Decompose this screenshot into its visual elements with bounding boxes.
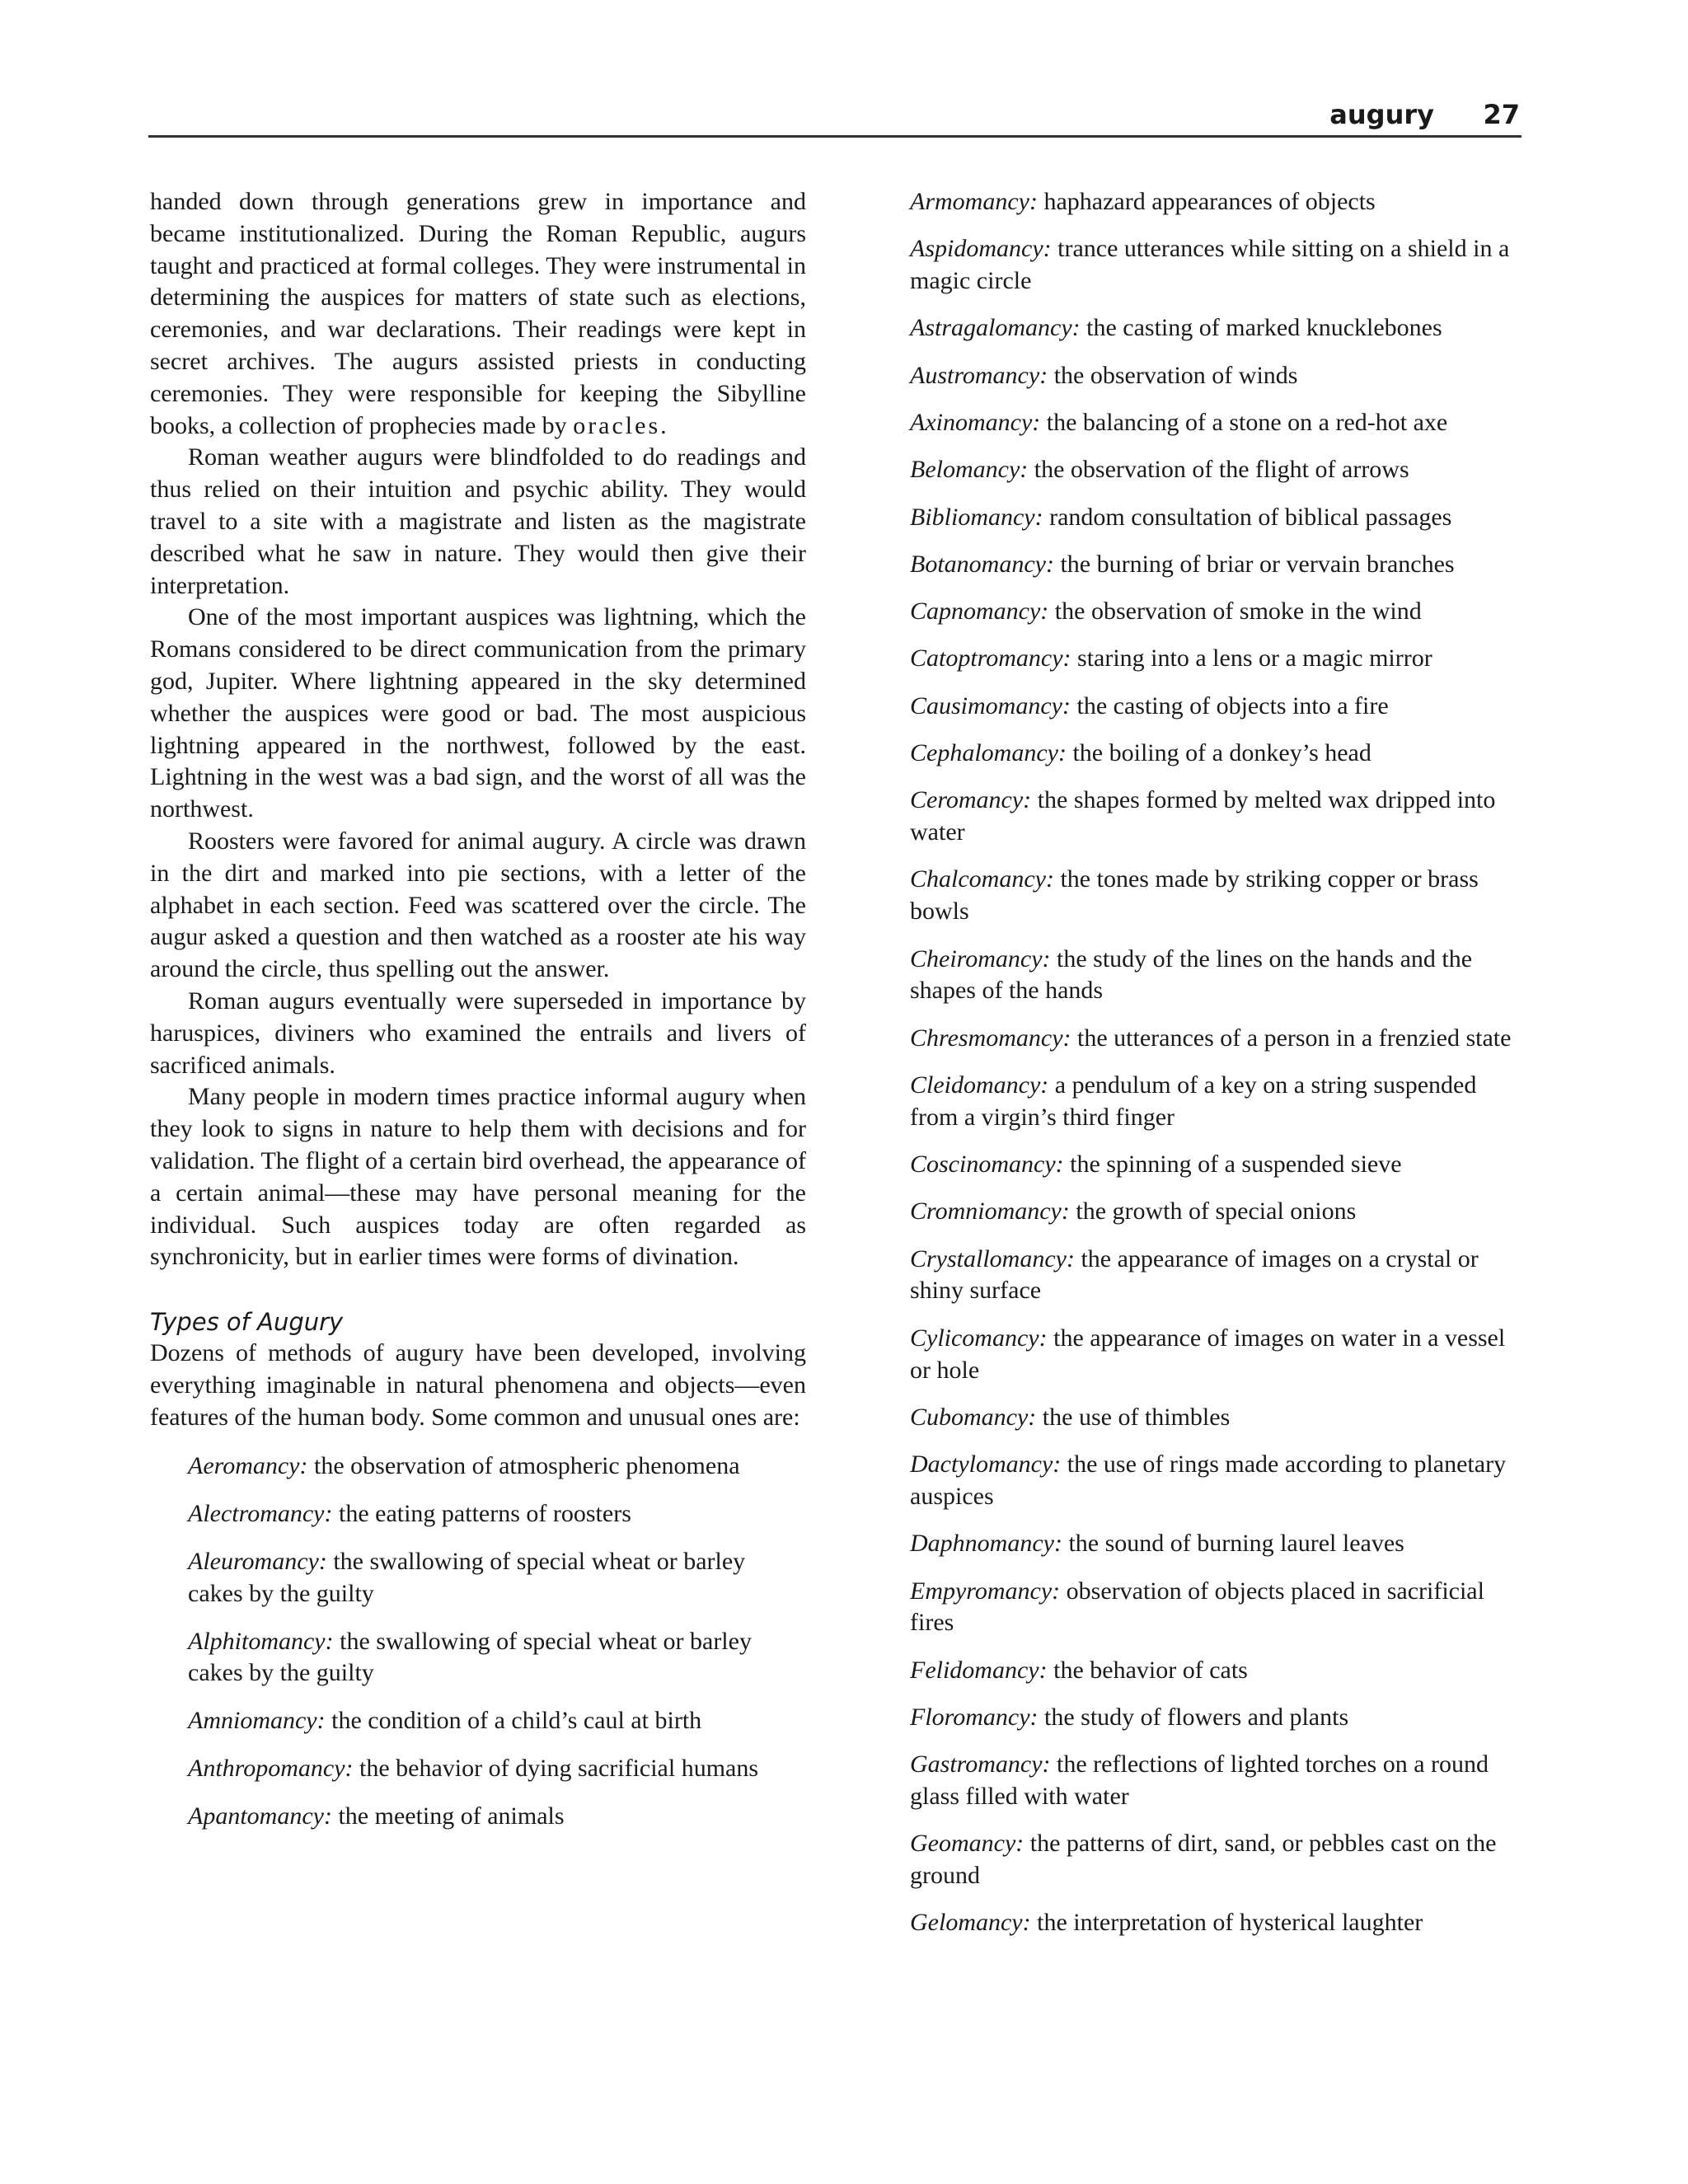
list-item	[188, 1626, 806, 1690]
list-item	[910, 360, 1520, 392]
list-item	[188, 1546, 806, 1610]
entry-term: Belomancy:	[910, 456, 1029, 484]
entry-term: Cephalomancy:	[910, 739, 1067, 767]
entry-definition: observation of objects placed in sacrificial fires	[910, 1577, 1484, 1637]
list-item	[910, 738, 1520, 770]
list-item	[910, 186, 1520, 218]
entry-term: Alectromancy:	[188, 1500, 333, 1528]
entry-term: Botanomancy:	[910, 550, 1054, 578]
list-item	[910, 1149, 1520, 1181]
entry-definition: the appearance of images on a crystal or shiny surface	[910, 1244, 1479, 1305]
entry-term: Cromniomancy:	[910, 1197, 1070, 1226]
list-item	[188, 1498, 806, 1530]
entry-term: Aeromancy:	[188, 1452, 308, 1480]
entry-definition: the observation of smoke in the wind	[1054, 598, 1422, 626]
entry-definition: the patterns of dirt, sand, or pebbles cast on the ground	[910, 1830, 1497, 1890]
entry-definition: the study of flowers and plants	[1044, 1703, 1349, 1731]
running-head: augury	[1329, 99, 1434, 130]
entry-term: Geomancy:	[910, 1830, 1025, 1858]
list-item	[910, 785, 1520, 849]
body-paragraph: One of the most important auspices was lightning, which the Romans considered to be direct communication from the primary god, Jupiter. Where lightning appeared in the sky determined whether the auspices were good or bad. The most auspicious lightning appeared in the northwest, followed by the east. Lightning in the west was a bad sign, and the worst of all was the northwest.	[150, 603, 806, 823]
entry-term: Aleuromancy:	[188, 1548, 327, 1576]
entry-definition: the casting of objects into a fire	[1076, 691, 1389, 719]
body-paragraph: Roman augurs eventually were superseded in importance by haruspices, diviners who examined the entrails and livers of sacrificed animals.	[150, 987, 806, 1079]
list-item	[910, 312, 1520, 344]
list-item	[910, 1828, 1520, 1892]
entry-term: Felidomancy:	[910, 1656, 1048, 1684]
list-item	[910, 1749, 1520, 1813]
list-item	[910, 454, 1520, 486]
page-header	[148, 97, 1522, 138]
list-item	[910, 643, 1520, 675]
entry-term: Causimomancy:	[910, 691, 1071, 719]
list-item	[910, 1244, 1520, 1308]
list-item	[910, 1528, 1520, 1560]
entry-term: Apantomancy:	[188, 1802, 332, 1830]
entry-term: Astragalomancy:	[910, 314, 1081, 342]
left-column	[150, 186, 806, 1849]
body-paragraph: Roman weather augurs were blindfolded to do readings and thus relied on their intuition and psychic ability. They would travel to a site with a magistrate and listen as the magistrate described what he saw in nature. They would then give their interpretation.	[150, 443, 806, 599]
entry-definition: the study of the lines on the hands and the shapes of the hands	[910, 944, 1473, 1005]
list-item	[910, 407, 1520, 439]
list-item	[910, 944, 1520, 1008]
body-paragraph: Roosters were favored for animal augury. A circle was drawn in the dirt and marked into pie sections, with a letter of the alphabet in each section. Feed was scattered over the circle. The augur asked a question and then watched as a rooster ate his way around the circle, thus spelling out the answer.	[150, 827, 806, 983]
entry-term: Austromancy:	[910, 361, 1048, 389]
entry-definition: the swallowing of special wheat or barley cakes by the guilty	[188, 1627, 752, 1687]
entry-definition: the sound of burning laurel leaves	[1068, 1530, 1404, 1558]
section-heading: Types of Augury	[150, 1308, 344, 1337]
list-item	[910, 1449, 1520, 1513]
entry-term: Daphnomancy:	[910, 1530, 1062, 1558]
entry-term: Coscinomancy:	[910, 1151, 1064, 1179]
entry-definition: the burning of briar or vervain branches	[1060, 550, 1455, 578]
list-item	[910, 233, 1520, 298]
entry-definition: the reflections of lighted torches on a round glass filled with water	[910, 1750, 1489, 1810]
entry-definition: the interpretation of hysterical laughter	[1037, 1909, 1423, 1937]
entry-term: Dactylomancy:	[910, 1451, 1062, 1479]
list-item	[910, 1907, 1520, 1939]
entry-definition: the casting of marked knucklebones	[1086, 314, 1442, 342]
entry-term: Cleidomancy:	[910, 1071, 1049, 1099]
entry-term: Bibliomancy:	[910, 503, 1043, 531]
entry-term: Gelomancy:	[910, 1909, 1031, 1937]
entry-definition: the spinning of a suspended sieve	[1070, 1151, 1402, 1179]
list-item	[188, 1705, 806, 1737]
entry-term: Cubomancy:	[910, 1403, 1037, 1431]
page-number: 27	[1483, 99, 1520, 130]
entry-definition: the swallowing of special wheat or barley cakes by the guilty	[188, 1548, 746, 1607]
entry-term: Anthropomancy:	[188, 1755, 354, 1783]
list-item	[910, 502, 1520, 534]
entry-definition: the meeting of animals	[338, 1802, 565, 1830]
list-item	[910, 691, 1520, 723]
entry-definition: haphazard appearances of objects	[1043, 188, 1376, 215]
list-item	[910, 1023, 1520, 1055]
augury-list-right	[910, 186, 1520, 1939]
entry-definition: the balancing of a stone on a red-hot axe	[1046, 408, 1448, 436]
entry-term: Catoptromancy:	[910, 644, 1071, 673]
entry-definition: random consultation of biblical passages	[1049, 503, 1452, 531]
entry-definition: the boiling of a donkey’s head	[1072, 739, 1372, 767]
entry-definition: the appearance of images on water in a vessel or hole	[910, 1324, 1506, 1384]
entry-definition: trance utterances while sitting on a shield in a magic circle	[910, 235, 1510, 295]
augury-list-left	[150, 1451, 806, 1832]
entry-term: Axinomancy:	[910, 408, 1041, 436]
section-intro: Dozens of methods of augury have been developed, involving everything imaginable in natural phenomena and objects—even features of the human body. Some common and unusual ones are:	[150, 1339, 806, 1431]
entry-definition: the utterances of a person in a frenzied state	[1077, 1024, 1512, 1052]
entry-term: Empyromancy:	[910, 1577, 1061, 1605]
entry-term: Aspidomancy:	[910, 235, 1052, 263]
entry-definition: the observation of winds	[1053, 361, 1298, 389]
entry-term: Floromancy:	[910, 1703, 1039, 1731]
entry-definition: the observation of atmospheric phenomena	[314, 1452, 740, 1480]
entry-definition: a pendulum of a key on a string suspended from a virgin’s third finger	[910, 1071, 1477, 1131]
list-item	[910, 1655, 1520, 1687]
list-item	[910, 1323, 1520, 1387]
entry-term: Capnomancy:	[910, 598, 1049, 626]
entry-term: Chresmomancy:	[910, 1024, 1071, 1052]
entry-term: Ceromancy:	[910, 786, 1032, 814]
entry-definition: the eating patterns of roosters	[338, 1500, 631, 1528]
body-paragraph: Many people in modern times practice informal augury when they look to signs in nature to help them with decisions and for validation. The flight of a certain bird overhead, the appearance of a certain animal—these may have personal meaning for the individual. Such auspices today are often regarded as synchronicity, but in earlier times were forms of divination.	[150, 1083, 806, 1271]
cross-reference: oracles	[573, 411, 661, 439]
entry-term: Cheiromancy:	[910, 944, 1051, 972]
list-item	[910, 1576, 1520, 1640]
right-column	[910, 186, 1520, 1955]
list-item	[910, 1702, 1520, 1734]
list-item	[910, 864, 1520, 928]
entry-term: Amniomancy:	[188, 1707, 326, 1735]
entry-definition: the shapes formed by melted wax dripped into water	[910, 786, 1496, 846]
entry-term: Crystallomancy:	[910, 1244, 1075, 1272]
list-item	[188, 1451, 806, 1483]
entry-definition: the growth of special onions	[1076, 1197, 1357, 1226]
entry-term: Chalcomancy:	[910, 865, 1054, 893]
list-item	[910, 1070, 1520, 1134]
entry-definition: the behavior of cats	[1053, 1656, 1248, 1684]
list-item	[188, 1753, 806, 1785]
entry-term: Alphitomancy:	[188, 1627, 334, 1655]
list-item	[188, 1801, 806, 1833]
entry-definition: the tones made by striking copper or brass bowls	[910, 865, 1479, 926]
entry-definition: staring into a lens or a magic mirror	[1077, 644, 1432, 673]
entry-term: Gastromancy:	[910, 1750, 1051, 1779]
list-item	[910, 549, 1520, 581]
list-item	[910, 1196, 1520, 1228]
list-item	[910, 1402, 1520, 1434]
body-paragraph: handed down through generations grew in importance and became institutionalized. During the Roman Republic, augurs taught and practiced at formal colleges. They were instrumental in determining the auspices for matters of state such as elections, ceremonies, and war declarations. Their readings were kept in secret archives. The augurs assisted priests in conducting ceremonies. They were responsible for keeping the Sibylline books, a collection of prophecies made by oracles.	[150, 188, 806, 439]
entry-term: Armomancy:	[910, 188, 1038, 215]
entry-definition: the behavior of dying sacrificial humans	[359, 1755, 759, 1783]
entry-definition: the observation of the flight of arrows	[1034, 456, 1409, 484]
list-item	[910, 596, 1520, 628]
entry-definition: the use of rings made according to planetary auspices	[910, 1451, 1507, 1510]
entry-term: Cylicomancy:	[910, 1324, 1048, 1352]
entry-definition: the use of thimbles	[1042, 1403, 1231, 1431]
entry-definition: the condition of a child’s caul at birth	[331, 1707, 702, 1735]
